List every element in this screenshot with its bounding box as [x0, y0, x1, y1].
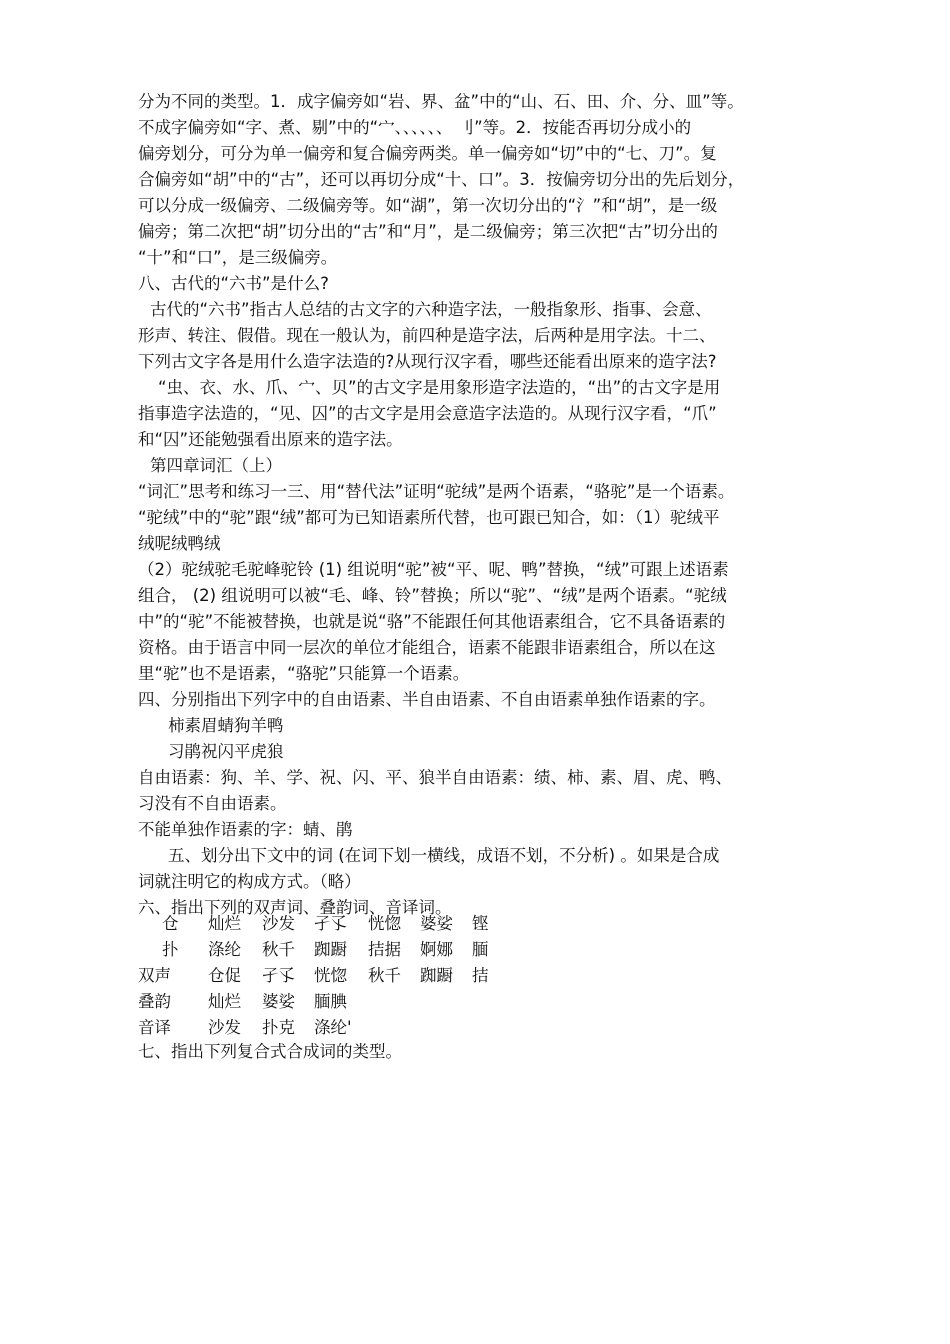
table-cell: 沙发 — [208, 1018, 241, 1037]
table-cell: 音译 — [138, 1018, 171, 1037]
text-line: 里“驼”也不是语素，“骆驼”只能算一个语素。 — [138, 664, 470, 683]
text-line: 组合， (2) 组说明可以被“毛、峰、铃”替换；所以“驼”、“绒”是两个语素。“驼绒 — [138, 586, 727, 605]
table-cell: 婆娑 — [262, 992, 295, 1011]
table-cell: 灿烂 — [208, 914, 241, 933]
table-cell: 孑孓 — [262, 966, 295, 985]
text-line: 指事造字法造的，“见、囚”的古文字是用会意造字法造的。从现行汉字看，“爪” — [138, 404, 717, 423]
table-cell: 扑 — [162, 940, 179, 959]
table-cell: 铿 — [472, 914, 489, 933]
table-cell: 涤纶 — [208, 940, 241, 959]
text-line: 资格。由于语言中同一层次的单位才能组合，语素不能跟非语素组合，所以在这 — [138, 638, 716, 657]
text-line: 偏旁；第二次把“胡”切分出的“古”和“月”，是二级偏旁；第三次把“古”切分出的 — [138, 222, 718, 241]
text-line: 不成字偏旁如“字、煮、剔”中的“宀、、、、、、 刂”等。2．按能否再切分成小的 — [138, 118, 692, 137]
table-cell: 腼 — [472, 940, 489, 959]
table-cell: 踟蹰 — [420, 966, 453, 985]
text-line: “虫、衣、水、爪、宀、贝”的古文字是用象形造字法造的，“出”的古文字是用 — [158, 378, 721, 397]
table-cell: 婀娜 — [420, 940, 453, 959]
text-line: “词汇”思考和练习一三、用“替代法”证明“驼绒”是两个语素，“骆驼”是一个语素。 — [138, 482, 735, 501]
text-line: 中”的“驼”不能被替换，也就是说“骆”不能跟任何其他语素组合，它不具备语素的 — [138, 612, 726, 631]
table-cell: 拮据 — [368, 940, 401, 959]
table-cell: 踟蹰 — [314, 940, 347, 959]
table-cell: 叠韵 — [138, 992, 171, 1011]
table-cell: 仓 — [162, 914, 179, 933]
text-line: 自由语素：狗、羊、学、祝、闪、平、狼半自由语素：绩、柿、素、眉、虎、鸭、 — [138, 768, 732, 787]
table-row — [138, 964, 558, 990]
chapter-heading: 第四章词汇（上） — [150, 456, 282, 475]
table-cell: 婆娑 — [420, 914, 453, 933]
table-cell: 恍惚 — [314, 966, 347, 985]
table-cell: 涤纶' — [314, 1018, 352, 1037]
text-line: 习鹃祝闪平虎狼 — [168, 742, 284, 761]
text-line: 形声、转注、假借。现在一般认为，前四种是造字法，后两种是用字法。十二、 — [138, 326, 716, 345]
table-cell: 拮 — [472, 966, 489, 985]
text-line: 分为不同的类型。1．成字偏旁如“岩、界、盆”中的“山、石、田、介、分、皿”等。 — [138, 92, 744, 111]
text-line: “十”和“口”，是三级偏旁。 — [138, 248, 338, 267]
text-line: “驼绒”中的“驼”跟“绒”都可为已知语素所代替，也可跟已知合，如：（1）驼绒平 — [138, 508, 720, 527]
table-row — [138, 938, 558, 964]
table-cell: 沙发 — [262, 914, 295, 933]
text-line: 偏旁划分，可分为单一偏旁和复合偏旁两类。单一偏旁如“切”中的“七、刀”。复 — [138, 144, 717, 163]
table-cell: 双声 — [138, 966, 171, 985]
word-table — [138, 912, 558, 1042]
text-line: 习没有不自由语素。 — [138, 794, 287, 813]
table-cell: 扑克 — [262, 1018, 295, 1037]
text-line: 不能单独作语素的字：蜻、鹃 — [138, 820, 353, 839]
text-line: 可以分成一级偏旁、二级偏旁等。如“湖”，第一次切分出的“氵”和“胡”，是一级 — [138, 196, 718, 215]
table-cell: 秋千 — [262, 940, 295, 959]
text-line: 柿素眉蜻狗羊鸭 — [168, 716, 284, 735]
table-cell: 腼腆 — [314, 992, 347, 1011]
section-heading: 七、指出下列复合式合成词的类型。 — [138, 1042, 402, 1061]
table-cell: 秋千 — [368, 966, 401, 985]
table-cell: 恍惚 — [368, 914, 401, 933]
text-line: 古代的“六书”指古人总结的古文字的六种造字法，一般指象形、指事、会意、 — [150, 300, 712, 319]
text-line: 词就注明它的构成方式。（略） — [138, 872, 361, 891]
table-cell: 仓促 — [208, 966, 241, 985]
table-row — [138, 990, 558, 1016]
text-line: 绒呢绒鸭绒 — [138, 534, 221, 553]
table-cell: 孑孓 — [314, 914, 347, 933]
text-line: 合偏旁如“胡”中的“古”，还可以再切分成“十、口”。3．按偏旁切分出的先后划分， — [138, 170, 745, 189]
section-heading: 八、古代的“六书”是什么? — [138, 274, 329, 293]
table-row — [138, 1016, 558, 1042]
section-heading: 六、指出下列的双声词、叠韵词、音译词。 — [138, 898, 452, 917]
table-row — [138, 912, 558, 938]
text-line: 下列古文字各是用什么造字法造的?从现行汉字看，哪些还能看出原来的造字法? — [138, 352, 717, 371]
text-line: 和“囚”还能勉强看出原来的造字法。 — [138, 430, 403, 449]
section-heading: 四、分别指出下列字中的自由语素、半自由语素、不自由语素单独作语素的字。 — [138, 690, 716, 709]
section-heading: 五、划分出下文中的词 (在词下划一横线，成语不划，不分析) 。如果是合成 — [168, 846, 720, 865]
text-line: （2）驼绒驼毛驼峰驼铃 (1) 组说明“驼”被“平、呢、鸭”替换，“绒”可跟上述语素 — [138, 560, 729, 579]
table-cell: 灿烂 — [208, 992, 241, 1011]
